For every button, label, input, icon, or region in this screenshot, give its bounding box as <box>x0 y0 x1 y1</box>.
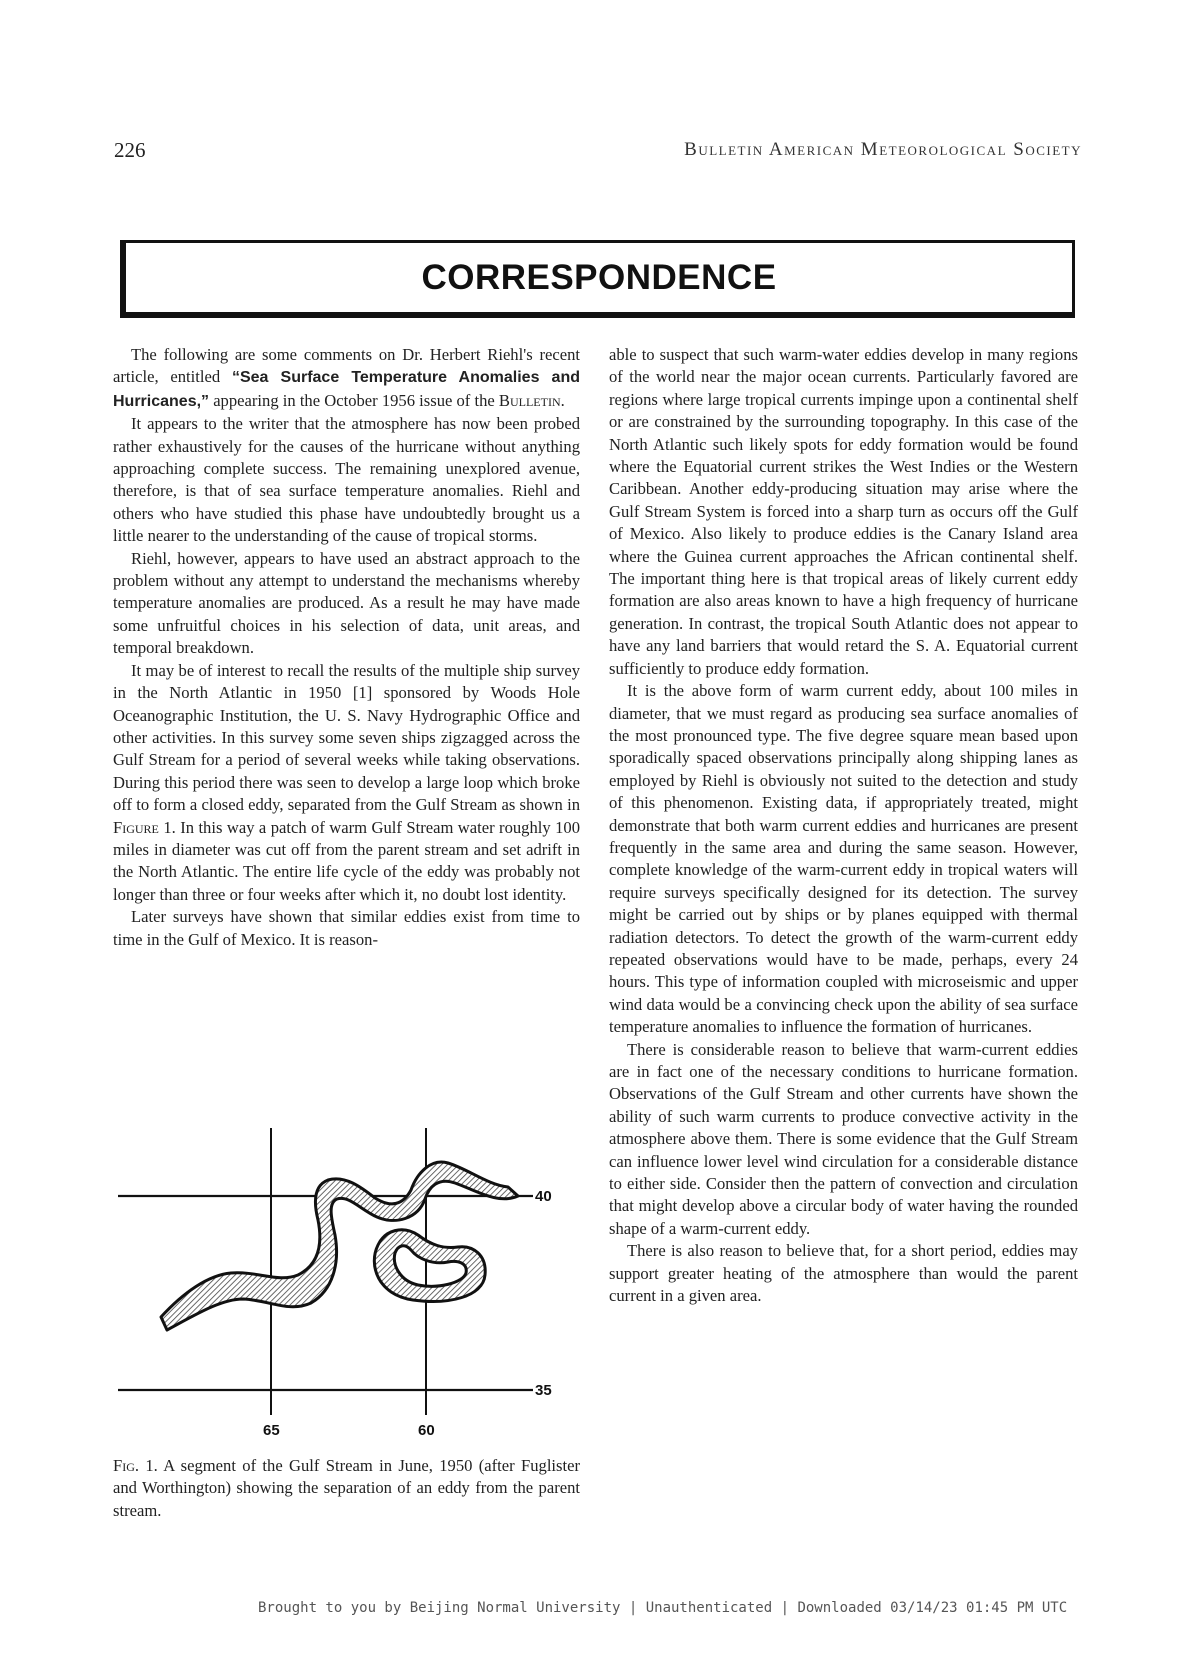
text-span: 1. In this way a patch of warm Gulf Stream water roughly 100 miles in diameter was cut off from the parent stream and set adrift in the North Atlantic. The entire life cycle of the eddy was probably not longer than three or four weeks after which it, no doubt lost identity. <box>113 817 580 904</box>
text-span: The following are some comments on Dr. Herbert Riehl's recent article, entitled <box>113 345 580 387</box>
paragraph <box>113 660 580 906</box>
section-title-box <box>120 240 1075 318</box>
caption-label: Fig. 1. <box>113 1456 158 1475</box>
right-column <box>609 344 1078 1307</box>
text-span: . <box>560 390 565 410</box>
paragraph: able to suspect that such warm-water eddies develop in many regions of the world near the major ocean currents. Particularly favored are regions where large tropical currents impinge upon a continental shelf or are constrained by the surrounding topography. In this case of the North Atlantic such likely spots for eddy formation would be found where the Equatorial current strikes the West Indies or the Western Caribbean. Another eddy-producing situation may arise where the Gulf Stream System is forced into a sharp turn as occurs off the Gulf of Mexico. Also likely to produce eddies is the Canary Island area where the Guinea current approaches the African continental shelf. The important thing here is that tropical areas of likely current eddy formation are also areas known to have a high frequency of hurricane generation. In contrast, the tropical South Atlantic does not appear to have any land barriers that would retard the S. A. Equatorial current sufficiently to produce eddy formation. <box>609 345 1078 678</box>
paragraph: It is the above form of warm current eddy, about 100 miles in diameter, that we must regard as producing sea surface anomalies of the most pronounced type. The five degree square mean based upon sporadically spaced observations principally along shipping lanes as employed by Riehl is obviously not suited to the detection and study of this phenomenon. Existing data, if appropriately treated, might demonstrate that both warm current eddies and hurricanes are present frequently in the same area and during the same season. However, complete knowledge of the warm-current eddy in tropical waters will require surveys specifically designed for its detection. The survey might be carried out by ships or by planes equipped with thermal radiation detectors. To detect the growth of the warm-current eddy repeated observations would have to be made, perhaps, every 24 hours. This type of information coupled with microseismic and upper wind data would be a convincing check upon the ability of sea surface temperature anomalies to influence the formation of hurricanes. <box>609 681 1078 1037</box>
figure-ref: Figure <box>113 817 159 837</box>
article-title: “Sea Surface Temperature Anomalies and Hurricanes,” <box>113 369 580 410</box>
paragraph: It appears to the writer that the atmosphere has now been probed rather exhaustively for the causes of the hurricane without anything approaching complete success. The remaining unexplored avenue, therefore, is that of sea surface temperature anomalies. Riehl and others who have studied this phase have undoubtedly brought us a little nearer to the understanding of the cause of tropical storms. <box>113 414 580 546</box>
lat-label-35: 35 <box>535 1382 552 1399</box>
running-head: Bulletin American Meteorological Society <box>684 139 1082 160</box>
eddy-ring <box>374 1230 485 1302</box>
paragraph: There is considerable reason to believe that warm-current eddies are in fact one of the necessary conditions to hurricane formation. Observations of the Gulf Stream and other currents have shown the ability of such warm currents to produce convective activity in the atmosphere above them. There is some evidence that the Gulf Stream can influence lower level wind circulation for a considerable distance to either side. Consider then the pattern of convection and circulation that might develop above a circular body of water having the rounded shape of a warm-current eddy. <box>609 1039 1078 1238</box>
download-footer: Brought to you by Beijing Normal University | Unauthenticated | Downloaded 03/14/23 01:45 PM UTC <box>258 1600 1068 1616</box>
bulletin-ref: Bulletin <box>498 390 561 410</box>
caption-text: A segment of the Gulf Stream in June, 1950 (after Fuglister and Worthington) showing the separation of an eddy from the parent stream. <box>113 1456 581 1520</box>
text-span: appearing in the October 1956 issue of the <box>209 390 499 410</box>
section-title: CORRESPONDENCE <box>421 257 777 297</box>
page-number: 226 <box>114 138 146 162</box>
gulf-stream-figure <box>113 1125 583 1450</box>
left-column <box>113 344 580 951</box>
lon-label-65: 65 <box>263 1422 280 1439</box>
lon-label-60: 60 <box>418 1422 435 1439</box>
paragraph: Riehl, however, appears to have used an abstract approach to the problem without any attempt to understand the mechanisms whereby temperature anomalies are produced. As a result he may have made some unfruitful choices in his selection of data, unit areas, and temporal breakdown. <box>113 548 580 658</box>
paragraph <box>113 344 580 413</box>
paragraph: There is also reason to believe that, for a short period, eddies may support greater heating of the atmosphere than would the parent current in a given area. <box>609 1241 1078 1306</box>
text-span: It may be of interest to recall the results of the multiple ship survey in the North Atlantic in 1950 [1] sponsored by Woods Hole Oceanographic Institution, the U. S. Navy Hydrographic Office and other activities. In this survey some seven ships zigzagged across the Gulf Stream for a period of several weeks while taking observations. During this period there was seen to develop a large loop which broke off to form a closed eddy, separated from the Gulf Stream as shown in <box>113 660 580 815</box>
paragraph: Later surveys have shown that similar eddies exist from time to time in the Gulf of Mexico. It is reason- <box>113 907 580 949</box>
lat-label-40: 40 <box>535 1188 552 1205</box>
figure-caption <box>113 1455 580 1522</box>
